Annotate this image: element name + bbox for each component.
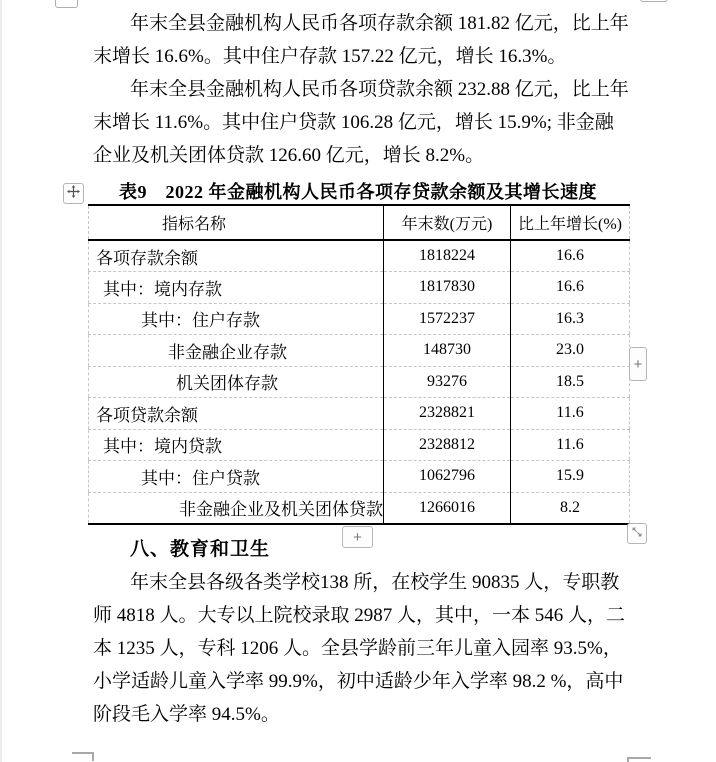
paragraph-line: 末增长 11.6%。其中住户贷款 106.28 亿元，增长 15.9%; 非金融 xyxy=(93,112,614,133)
growth-rate-cell: 8.2 xyxy=(511,492,630,524)
cutoff-table-handle-top-right xyxy=(640,0,668,2)
education-paragraph xyxy=(93,566,629,731)
indicator-name-cell: 其中：住户存款 xyxy=(89,303,384,335)
paragraph-line: 小学适龄儿童入学率 99.9%，初中适龄少年入学率 98.2 %，高中 xyxy=(93,671,624,692)
paragraph-line: 本 1235 人，专科 1206 人。全县学龄前三年儿童入园率 93.5%， xyxy=(93,638,622,659)
text-boundary-mark xyxy=(627,757,651,762)
table-header-row xyxy=(89,205,630,240)
table-row xyxy=(89,429,630,461)
insert-row-button[interactable] xyxy=(342,526,373,548)
paragraph-line: 企业及机关团体贷款 126.60 亿元，增长 8.2%。 xyxy=(93,145,485,166)
table-row xyxy=(89,492,630,524)
header-growth-rate: 比上年增长(%) xyxy=(511,205,630,240)
plus-icon: + xyxy=(353,528,362,546)
indicator-name-cell: 各项贷款余额 xyxy=(89,398,384,430)
indicator-name-cell: 机关团体存款 xyxy=(89,366,384,398)
plus-icon: + xyxy=(633,355,643,373)
growth-rate-cell: 23.0 xyxy=(511,335,630,367)
indicator-name-cell: 其中：境内贷款 xyxy=(89,429,384,461)
year-end-value-cell: 1062796 xyxy=(384,461,511,493)
deposits-loans-table xyxy=(88,204,630,525)
table-row xyxy=(89,272,630,304)
paragraph-line: 末增长 16.6%。其中住户存款 157.22 亿元，增长 16.3%。 xyxy=(93,46,567,67)
growth-rate-cell: 11.6 xyxy=(511,398,630,430)
table-row xyxy=(89,398,630,430)
header-indicator-name: 指标名称 xyxy=(89,205,384,240)
indicator-name-cell: 非金融企业及机关团体贷款 xyxy=(89,492,384,524)
paragraph-line: 师 4818 人。大专以上院校录取 2987 人，其中，一本 546 人，二 xyxy=(93,605,626,626)
indicator-name-cell: 其中：境内存款 xyxy=(89,272,384,304)
year-end-value-cell: 1266016 xyxy=(384,492,511,524)
table-title: 表9 2022 年金融机构人民币各项存贷款余额及其增长速度 xyxy=(119,182,597,202)
growth-rate-cell: 16.6 xyxy=(511,240,630,272)
paragraph-line: 年末全县各级各类学校138 所，在校学生 90835 人，专职教 xyxy=(130,572,620,593)
growth-rate-cell: 16.3 xyxy=(511,303,630,335)
page-edge xyxy=(0,0,2,762)
insert-column-button[interactable] xyxy=(629,347,647,381)
growth-rate-cell: 11.6 xyxy=(511,429,630,461)
table-row xyxy=(89,335,630,367)
table-row xyxy=(89,461,630,493)
move-icon xyxy=(67,185,80,203)
resize-diagonal-icon xyxy=(631,525,643,543)
paragraph-line: 年末全县金融机构人民币各项贷款余额 232.88 亿元，比上年 xyxy=(130,79,629,100)
year-end-value-cell: 1817830 xyxy=(384,272,511,304)
indicator-name-cell: 其中：住户贷款 xyxy=(89,461,384,493)
table-move-handle[interactable] xyxy=(63,183,84,204)
cutoff-table-handle-top-left xyxy=(55,0,78,8)
finance-paragraphs xyxy=(93,7,629,172)
header-year-end-value: 年末数(万元) xyxy=(384,205,511,240)
growth-rate-cell: 16.6 xyxy=(511,272,630,304)
paragraph-line: 年末全县金融机构人民币各项存款余额 181.82 亿元，比上年 xyxy=(130,13,629,34)
table-resize-handle[interactable] xyxy=(627,523,647,544)
table-row xyxy=(89,303,630,335)
indicator-name-cell: 各项存款余额 xyxy=(89,240,384,272)
year-end-value-cell: 2328821 xyxy=(384,398,511,430)
table-row xyxy=(89,366,630,398)
year-end-value-cell: 148730 xyxy=(384,335,511,367)
section-heading: 八、教育和卫生 xyxy=(130,539,271,560)
text-boundary-mark xyxy=(72,752,94,761)
year-end-value-cell: 1818224 xyxy=(384,240,511,272)
growth-rate-cell: 15.9 xyxy=(511,461,630,493)
paragraph-line: 阶段毛入学率 94.5%。 xyxy=(93,704,280,725)
indicator-name-cell: 非金融企业存款 xyxy=(89,335,384,367)
table-row xyxy=(89,240,630,272)
year-end-value-cell: 2328812 xyxy=(384,429,511,461)
year-end-value-cell: 1572237 xyxy=(384,303,511,335)
growth-rate-cell: 18.5 xyxy=(511,366,630,398)
year-end-value-cell: 93276 xyxy=(384,366,511,398)
